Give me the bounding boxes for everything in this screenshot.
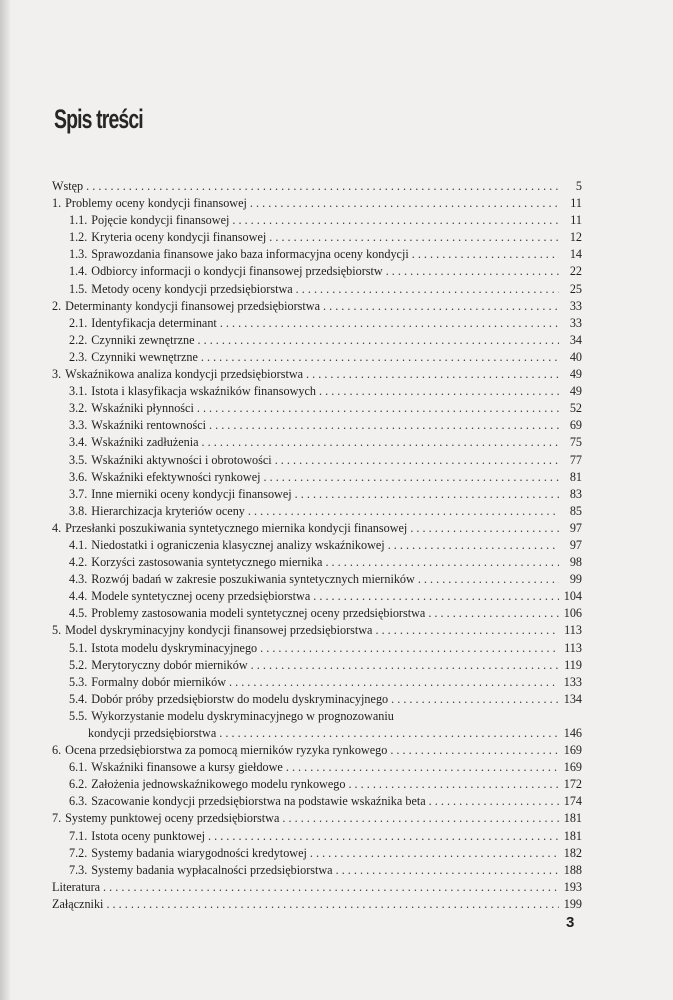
toc-entry [52,315,582,332]
toc-entry-number: 4.3. [69,572,88,587]
toc-entry-title [69,246,409,263]
toc-entry-title [69,605,425,622]
toc-entry [52,383,582,400]
toc-entry-label: Merytoryczny dobór mierników [91,657,248,672]
toc-entry-page: 52 [569,401,582,416]
toc-entry-title [52,742,387,759]
toc-entry [52,332,582,349]
toc-entry [52,845,582,862]
toc-entry-number: 4.5. [69,606,88,621]
toc-entry-number: 2.2. [69,332,88,347]
toc-leader-dots [209,417,559,434]
toc-entry-label: Wstęp [52,179,84,193]
toc-entry-page: 97 [569,520,582,535]
toc-entry [52,178,582,195]
toc-entry-page: 11 [570,196,582,211]
toc-entry-number: 1. [52,196,62,211]
toc-leader-dots [260,640,559,657]
toc-entry-number: 5.3. [69,674,88,689]
toc-entry-title [69,263,383,280]
toc-entry-label: Niedostatki i ograniczenia klasycznej analizy wskaźnikowej [91,537,385,552]
toc-entry-title [69,657,248,674]
toc-entry-number: 2.3. [69,349,88,364]
toc-entry-title [69,383,316,400]
toc-entry-page: 134 [563,691,582,706]
toc-entry-title [69,434,199,451]
toc-entry-number: 4.2. [69,555,88,570]
page-binding-shadow [0,0,10,1000]
toc-leader-dots [229,674,559,691]
toc-leader-dots [269,229,559,246]
toc-entry-page: 113 [564,640,582,655]
toc-entry-page: 69 [569,418,582,433]
toc-entry-title [52,622,372,639]
toc-entry-number: 6.2. [69,777,88,792]
toc-entry-number: 5.4. [69,691,88,706]
toc-entry-label: Odbiorcy informacji o kondycji finansowej przedsiębiorstw [91,264,383,279]
toc-entry-title [52,520,407,537]
toc-entry-label: Problemy oceny kondycji finansowej [65,196,247,211]
toc-entry [52,674,582,691]
toc-leader-dots [412,246,559,263]
toc-leader-dots [202,434,559,451]
toc-entry-label: Przesłanki poszukiwania syntetycznego miernika kondycji finansowej [65,520,408,535]
toc-entry-number: 3.1. [69,384,88,399]
toc-entry-label: Sprawozdania finansowe jako baza informacyjna oceny kondycji [91,247,409,262]
toc-entry-title [52,178,83,195]
toc-entry-title [52,896,103,913]
toc-entry-number: 7.3. [69,862,88,877]
toc-entry-label: Wskaźniki zadłużenia [91,435,199,450]
toc-entry-number: 3. [52,367,62,382]
toc-entry-title [69,845,307,862]
toc-entry [52,725,582,742]
toc-entry-page: 77 [569,452,582,467]
toc-entry-page: 99 [569,572,582,587]
toc-entry-label: Istota oceny punktowej [91,828,206,843]
toc-entry-number: 4. [52,520,62,535]
table-of-contents [52,178,582,913]
page-number: 3 [566,914,575,931]
toc-entry-label: Wskaźnikowa analiza kondycji przedsiębiorstwa [65,367,304,382]
toc-entry-title [69,793,426,810]
toc-entry [52,571,582,588]
toc-entry-page: 172 [563,777,582,792]
toc-leader-dots [390,742,559,759]
toc-leader-dots [391,691,559,708]
toc-entry-number: 1.3. [69,247,88,262]
toc-entry-title [69,862,333,879]
toc-leader-dots [86,178,559,195]
toc-leader-dots [325,554,559,571]
toc-entry-page: 83 [569,486,582,501]
toc-entry-title [52,298,320,315]
toc-entry-page: 14 [569,247,582,262]
toc-entry [52,657,582,674]
toc-entry-number: 1.1. [69,213,88,228]
toc-leader-dots [232,212,559,229]
toc-entry-number: 6.3. [69,794,88,809]
toc-entry [52,640,582,657]
toc-entry-page: 33 [569,298,582,313]
toc-entry-page: 33 [569,315,582,330]
toc-entry-number: 7.1. [69,828,88,843]
toc-entry-page: 40 [569,349,582,364]
toc-entry [52,263,582,280]
toc-leader-dots [310,845,559,862]
toc-entry-title [69,691,388,708]
toc-entry-title [69,400,194,417]
toc-leader-dots [106,896,559,913]
toc-entry-title [69,469,261,486]
toc-entry-title [69,486,292,503]
toc-entry-page: 97 [569,537,582,552]
toc-entry [52,810,582,827]
toc-leader-dots [348,776,559,793]
toc-entry-page: 22 [569,264,582,279]
toc-entry-title [69,828,205,845]
toc-entry [52,588,582,605]
toc-leader-dots [388,537,559,554]
toc-entry-page: 119 [564,657,582,672]
toc-entry-page: 181 [563,828,582,843]
toc-entry-page: 199 [563,896,582,911]
toc-leader-dots [429,793,559,810]
toc-leader-dots [198,332,560,349]
toc-entry-number: 1.2. [69,230,88,245]
toc-entry-title [52,879,100,896]
toc-entry [52,434,582,451]
toc-leader-dots [428,605,559,622]
toc-entry-page: 98 [569,555,582,570]
toc-entry-label: Inne mierniki oceny kondycji finansowej [91,486,292,501]
toc-entry-number: 4.4. [69,589,88,604]
toc-entry-title [52,195,247,212]
toc-entry-page: 169 [563,760,582,775]
toc-entry-page: 25 [569,281,582,296]
toc-entry-label: Systemy punktowej oceny przedsiębiorstwa [65,811,280,826]
toc-entry-number: 5. [52,623,62,638]
toc-entry-title [69,349,198,366]
toc-leader-dots [319,383,559,400]
toc-entry-number: 3.3. [69,418,88,433]
toc-entry-title [69,759,283,776]
toc-entry [52,622,582,639]
page-title: Spis treści [54,104,143,134]
toc-entry [52,742,582,759]
toc-entry [52,896,582,913]
toc-entry-page: 11 [570,213,582,228]
toc-entry [52,469,582,486]
toc-entry [52,229,582,246]
toc-entry-number: 5.5. [69,708,88,723]
toc-leader-dots [296,281,559,298]
toc-entry-title [69,571,415,588]
toc-entry-number: 3.7. [69,486,88,501]
toc-entry [52,195,582,212]
toc-entry-number: 7.2. [69,845,88,860]
toc-leader-dots [264,469,559,486]
toc-entry-number: 3.5. [69,452,88,467]
toc-entry-title [69,776,345,793]
toc-entry-title [69,554,322,571]
toc-leader-dots [201,349,559,366]
toc-entry-number: 3.2. [69,401,88,416]
toc-entry-label: Istota i klasyfikacja wskaźników finansowych [91,384,317,399]
toc-entry-number: 3.4. [69,435,88,450]
toc-entry-page: 174 [563,794,582,809]
toc-leader-dots [208,828,559,845]
toc-entry-title [69,674,226,691]
toc-entry-number: 2.1. [69,315,88,330]
toc-entry-page: 146 [563,726,582,740]
toc-leader-dots [248,503,559,520]
toc-entry [52,793,582,810]
toc-entry-label: Formalny dobór mierników [91,674,227,689]
toc-entry-title [69,212,229,229]
toc-entry-page: 49 [569,367,582,382]
toc-entry-label: Wskaźniki rentowności [91,418,207,433]
toc-entry-title [88,725,216,742]
toc-entry-label: Modele syntetycznej oceny przedsiębiorstwa [91,589,311,604]
toc-entry [52,246,582,263]
toc-entry [52,759,582,776]
toc-entry-title [69,332,195,349]
toc-entry-label: Metody oceny kondycji przedsiębiorstwa [91,281,293,296]
toc-leader-dots [250,195,559,212]
toc-entry [52,417,582,434]
toc-leader-dots [306,366,559,383]
toc-entry-page: 5 [575,179,582,193]
toc-entry-title [69,708,394,725]
toc-entry [52,298,582,315]
toc-entry-page: 182 [563,845,582,860]
toc-entry [52,708,582,725]
toc-entry-label: Model dyskryminacyjny kondycji finansowej przedsiębiorstwa [65,623,373,638]
toc-entry-page: 113 [564,623,582,638]
toc-entry-number: 2. [52,298,62,313]
toc-entry-label: Wykorzystanie modelu dyskryminacyjnego w prognozowaniu [91,708,394,723]
toc-leader-dots [375,622,559,639]
toc-entry-label: Dobór próby przedsiębiorstw do modelu dyskryminacyjnego [91,691,389,706]
toc-entry-label: Systemy badania wiarygodności kredytowej [91,845,307,860]
toc-entry-label: Istota modelu dyskryminacyjnego [91,640,258,655]
toc-leader-dots [286,759,559,776]
toc-leader-dots [418,571,559,588]
toc-entry [52,212,582,229]
toc-entry-label: Korzyści zastosowania syntetycznego miernika [91,555,323,570]
toc-entry-label: Literatura [52,879,101,894]
toc-entry-label: Problemy zastosowania modeli syntetycznej oceny przedsiębiorstwa [91,606,426,621]
toc-entry [52,776,582,793]
toc-entry [52,486,582,503]
toc-entry-title [69,503,245,520]
toc-entry-label: Wskaźniki płynności [91,401,194,416]
toc-entry-title [69,588,310,605]
toc-entry [52,879,582,896]
toc-leader-dots [251,657,559,674]
toc-entry-label: Rozwój badań w zakresie poszukiwania syntetycznych mierników [91,572,415,587]
toc-entry-label: Założenia jednowskaźnikowego modelu rynkowego [91,777,346,792]
toc-entry-title [69,229,266,246]
toc-entry-title [52,366,303,383]
toc-entry [52,400,582,417]
toc-entry-title [69,640,257,657]
toc-entry-page: 34 [569,332,582,347]
toc-entry-label: Załączniki [52,896,104,911]
toc-entry-label: Szacowanie kondycji przedsiębiorstwa na podstawie wskaźnika beta [91,794,426,809]
toc-entry [52,828,582,845]
toc-entry-title [69,315,217,332]
toc-entry [52,554,582,571]
toc-entry-label: Identyfikacja determinant [91,315,217,330]
toc-entry-label: Hierarchizacja kryteriów oceny [91,503,245,518]
toc-leader-dots [197,400,559,417]
toc-leader-dots [313,588,559,605]
toc-leader-dots [220,315,559,332]
toc-entry-title [69,417,206,434]
toc-entry [52,366,582,383]
toc-entry [52,537,582,554]
toc-leader-dots [219,725,559,742]
toc-entry-label: Czynniki zewnętrzne [91,332,195,347]
toc-leader-dots [336,862,559,879]
toc-leader-dots [275,452,559,469]
toc-entry [52,605,582,622]
toc-entry-page: 193 [563,879,582,894]
toc-entry-page: 12 [569,230,582,245]
toc-entry-title [52,810,279,827]
toc-entry-label: Wskaźniki finansowe a kursy giełdowe [91,760,283,775]
toc-entry-number: 5.2. [69,657,88,672]
toc-entry-title [69,537,385,554]
toc-entry-number: 3.6. [69,469,88,484]
toc-entry-label: Kryteria oceny kondycji finansowej [91,230,267,245]
toc-entry-number: 1.5. [69,281,88,296]
toc-leader-dots [295,486,559,503]
toc-entry-number: 3.8. [69,503,88,518]
toc-entry-label: Ocena przedsiębiorstwa za pomocą mierników ryzyka rynkowego [65,743,388,758]
toc-entry-number: 5.1. [69,640,88,655]
toc-entry-label: Wskaźniki efektywności rynkowej [91,469,261,484]
toc-entry-page: 49 [569,384,582,399]
toc-entry-page: 181 [563,811,582,826]
toc-entry [52,349,582,366]
toc-entry [52,520,582,537]
toc-entry-number: 6.1. [69,760,88,775]
toc-entry-label: Czynniki wewnętrzne [91,349,198,364]
toc-entry-page: 104 [563,589,582,604]
toc-entry-label: Determinanty kondycji finansowej przedsiębiorstwa [65,298,320,313]
toc-leader-dots [386,263,559,280]
toc-entry-number: 4.1. [69,537,88,552]
toc-entry-label: Pojęcie kondycji finansowej [91,213,230,228]
toc-entry-page: 81 [569,469,582,484]
toc-entry [52,281,582,298]
toc-entry-number: 7. [52,811,62,826]
toc-entry [52,862,582,879]
toc-entry-title [69,452,272,469]
toc-entry-page: 106 [563,606,582,621]
toc-entry-page: 85 [569,503,582,518]
toc-leader-dots [103,879,559,896]
toc-entry [52,503,582,520]
toc-entry-label: Wskaźniki aktywności i obrotowości [91,452,272,467]
toc-entry-page: 188 [563,862,582,877]
toc-entry-number: 6. [52,743,62,758]
toc-leader-dots [323,298,559,315]
toc-entry-label: kondycji przedsiębiorstwa [88,726,217,740]
toc-entry [52,691,582,708]
toc-entry-page: 133 [563,674,582,689]
toc-leader-dots [410,520,559,537]
toc-entry-title [69,281,293,298]
toc-entry-number: 1.4. [69,264,88,279]
toc-entry-page: 75 [569,435,582,450]
toc-entry [52,452,582,469]
toc-entry-label: Systemy badania wypłacalności przedsiębiorstwa [91,862,333,877]
toc-entry-page: 169 [563,743,582,758]
toc-leader-dots [282,810,559,827]
